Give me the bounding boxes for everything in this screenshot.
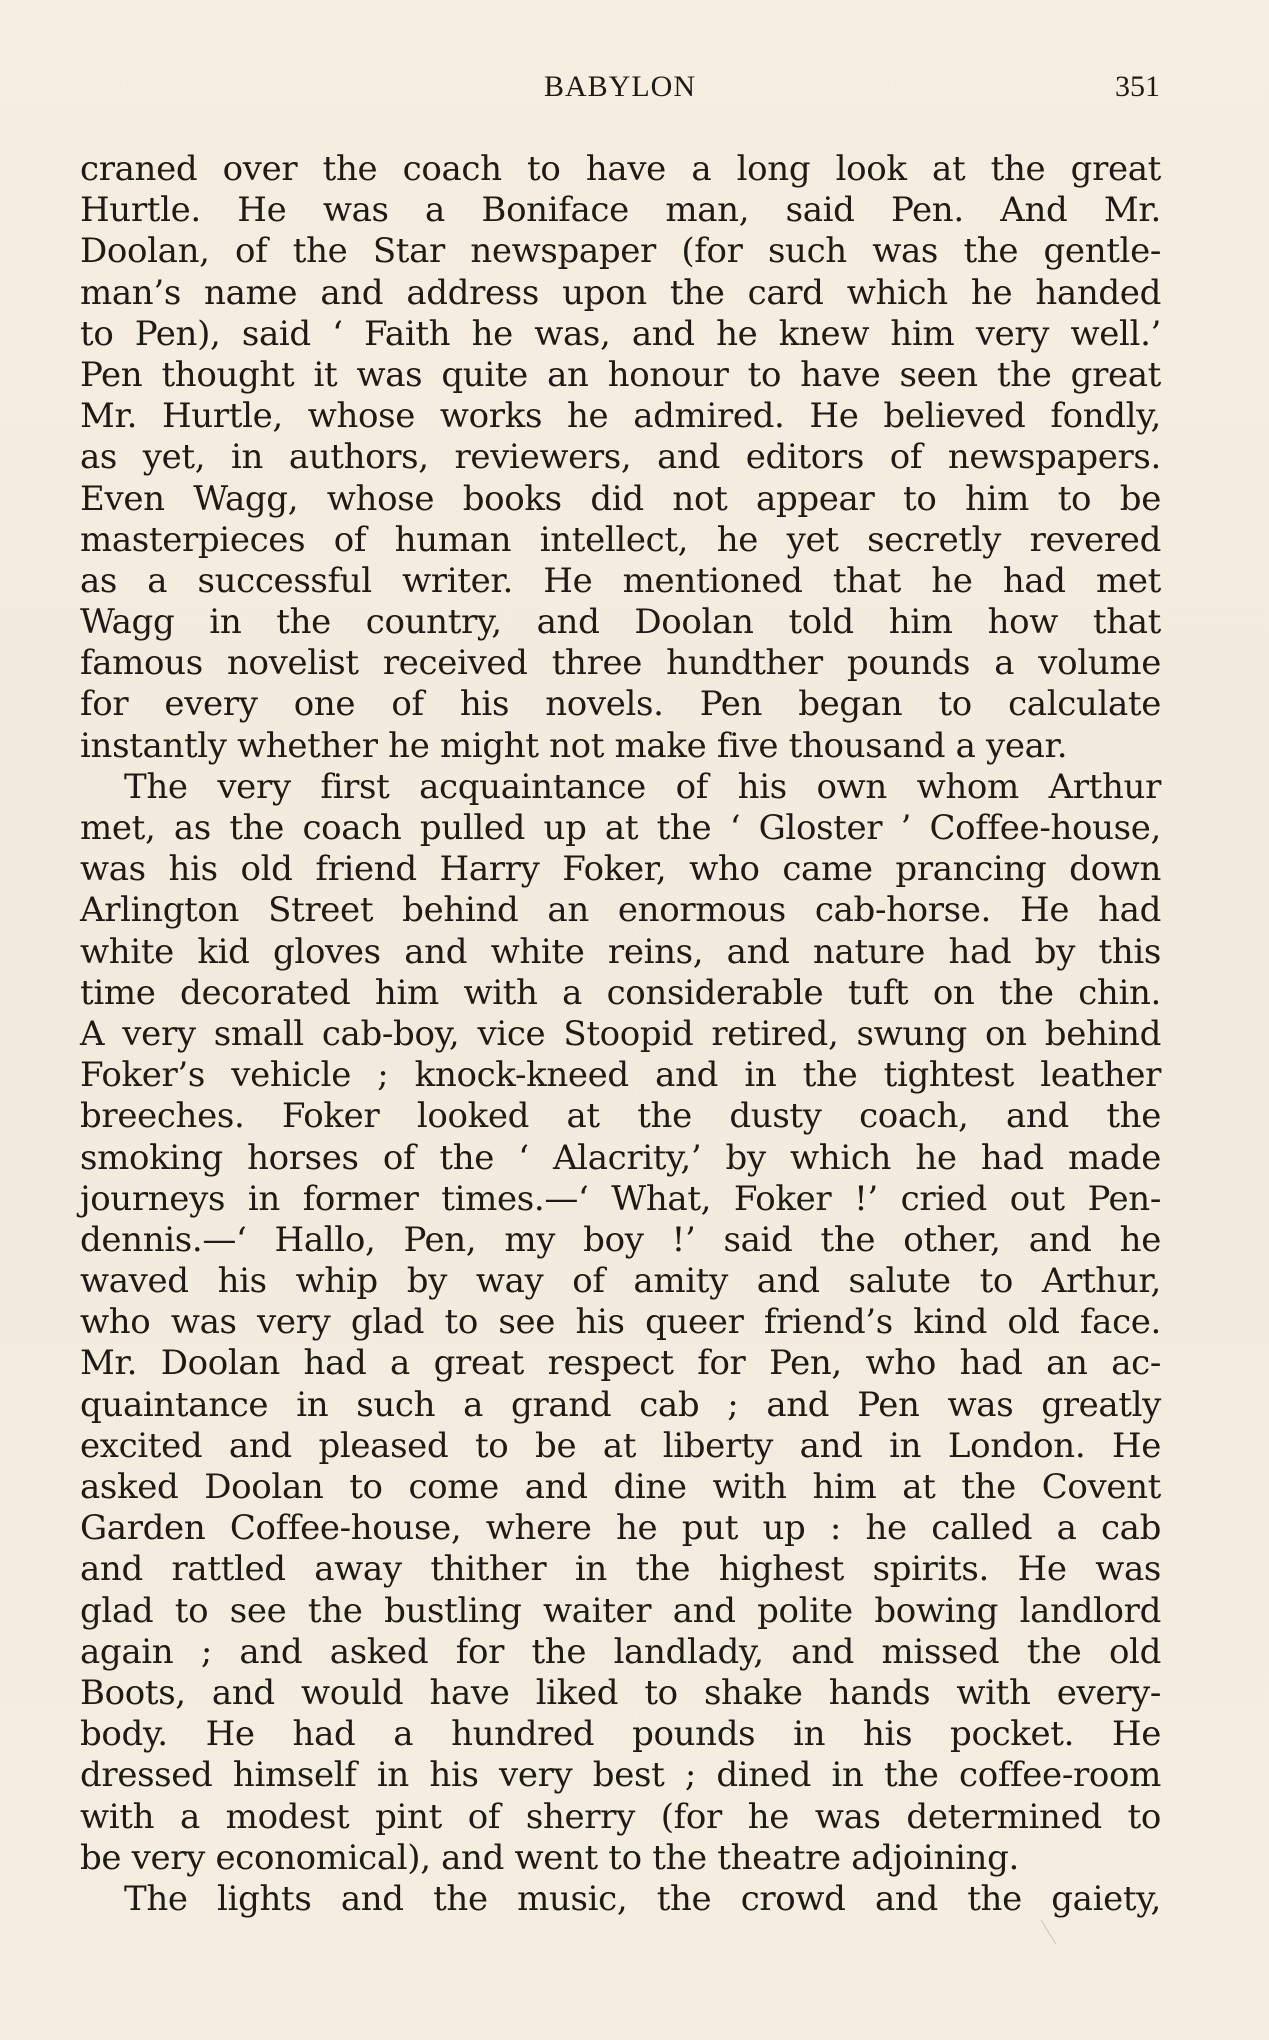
text-line: Arlington Street behind an enormous cab-horse. He had <box>80 890 1161 931</box>
text-line: with a modest pint of sherry (for he was determined to <box>80 1796 1161 1837</box>
paper-mark <box>1041 1920 1057 1944</box>
text-line: A very small cab-boy, vice Stoopid retired, swung on behind <box>80 1013 1161 1054</box>
text-line: waved his whip by way of amity and salute to Arthur, <box>80 1261 1161 1302</box>
text-line: breeches. Foker looked at the dusty coach, and the <box>80 1096 1161 1137</box>
text-line: instantly whether he might not make five thousand a year. <box>80 725 1068 766</box>
text-line: who was very glad to see his queer friend’s kind old face. <box>80 1302 1161 1343</box>
text-line: smoking horses of the ‘ Alacrity,’ by which he had made <box>80 1137 1161 1178</box>
text-line: Mr. Hurtle, whose works he admired. He believed fondly, <box>80 396 1161 437</box>
running-title: BABYLON <box>543 70 696 103</box>
page-number: 351 <box>1115 70 1160 103</box>
text-line: quaintance in such a grand cab ; and Pen was greatly <box>80 1384 1161 1425</box>
text-line: Boots, and would have liked to shake hands with every- <box>80 1672 1161 1713</box>
text-line: and rattled away thither in the highest spirits. He was <box>80 1549 1161 1590</box>
text-line: for every one of his novels. Pen began to calculate <box>80 684 1161 725</box>
text-line: Pen thought it was quite an honour to have seen the great <box>80 354 1161 395</box>
text-line: as a successful writer. He mentioned that he had met <box>80 560 1161 601</box>
text-line: Foker’s vehicle ; knock-kneed and in the tightest leather <box>80 1055 1161 1096</box>
text-line: famous novelist received three hundther pounds a volume <box>80 643 1161 684</box>
text-line: met, as the coach pulled up at the ‘ Gloster ’ Coffee-house, <box>80 808 1161 848</box>
text-line: time decorated him with a considerable tuft on the chin. <box>80 972 1161 1013</box>
text-line: was his old friend Harry Foker, who came prancing down <box>80 849 1161 890</box>
text-line: as yet, in authors, reviewers, and editors of newspapers. <box>80 437 1161 478</box>
text-line: craned over the coach to have a long look at the great <box>80 149 1161 189</box>
text-line: The very first acquaintance of his own whom Arthur <box>124 766 1161 807</box>
text-line: The lights and the music, the crowd and the gaiety, <box>124 1878 1161 1919</box>
text-line: dennis.—‘ Hallo, Pen, my boy !’ said the other, and he <box>80 1219 1161 1260</box>
running-head <box>80 70 1160 118</box>
text-line: Hurtle. He was a Boniface man, said Pen. And Mr. <box>80 190 1161 231</box>
text-line: white kid gloves and white reins, and nature had by this <box>80 931 1161 972</box>
text-line: to Pen), said ‘ Faith he was, and he knew him very well.’ <box>80 313 1161 354</box>
text-line: excited and pleased to be at liberty and in London. He <box>80 1425 1161 1466</box>
text-line: Wagg in the country, and Doolan told him how that <box>80 602 1161 643</box>
text-line: asked Doolan to come and dine with him at the Covent <box>80 1467 1161 1507</box>
text-line: Even Wagg, whose books did not appear to him to be <box>80 478 1161 519</box>
body-text <box>80 149 1161 1920</box>
text-line: dressed himself in his very best ; dined in the coffee-room <box>80 1755 1161 1796</box>
text-line: glad to see the bustling waiter and polite bowing landlord <box>80 1590 1161 1631</box>
text-line: be very economical), and went to the theatre adjoining. <box>80 1837 1019 1878</box>
text-line: again ; and asked for the landlady, and missed the old <box>80 1631 1161 1672</box>
text-line: Mr. Doolan had a great respect for Pen, who had an ac- <box>80 1343 1161 1384</box>
text-line: man’s name and address upon the card which he handed <box>80 272 1161 313</box>
text-line: masterpieces of human intellect, he yet secretly revered <box>80 519 1161 560</box>
text-line: Garden Coffee-house, where he put up : he called a cab <box>80 1508 1161 1549</box>
text-line: body. He had a hundred pounds in his pocket. He <box>80 1714 1161 1755</box>
text-line: Doolan, of the Star newspaper (for such was the gentle- <box>80 231 1161 272</box>
text-line: journeys in former times.—‘ What, Foker !’ cried out Pen- <box>80 1178 1161 1219</box>
